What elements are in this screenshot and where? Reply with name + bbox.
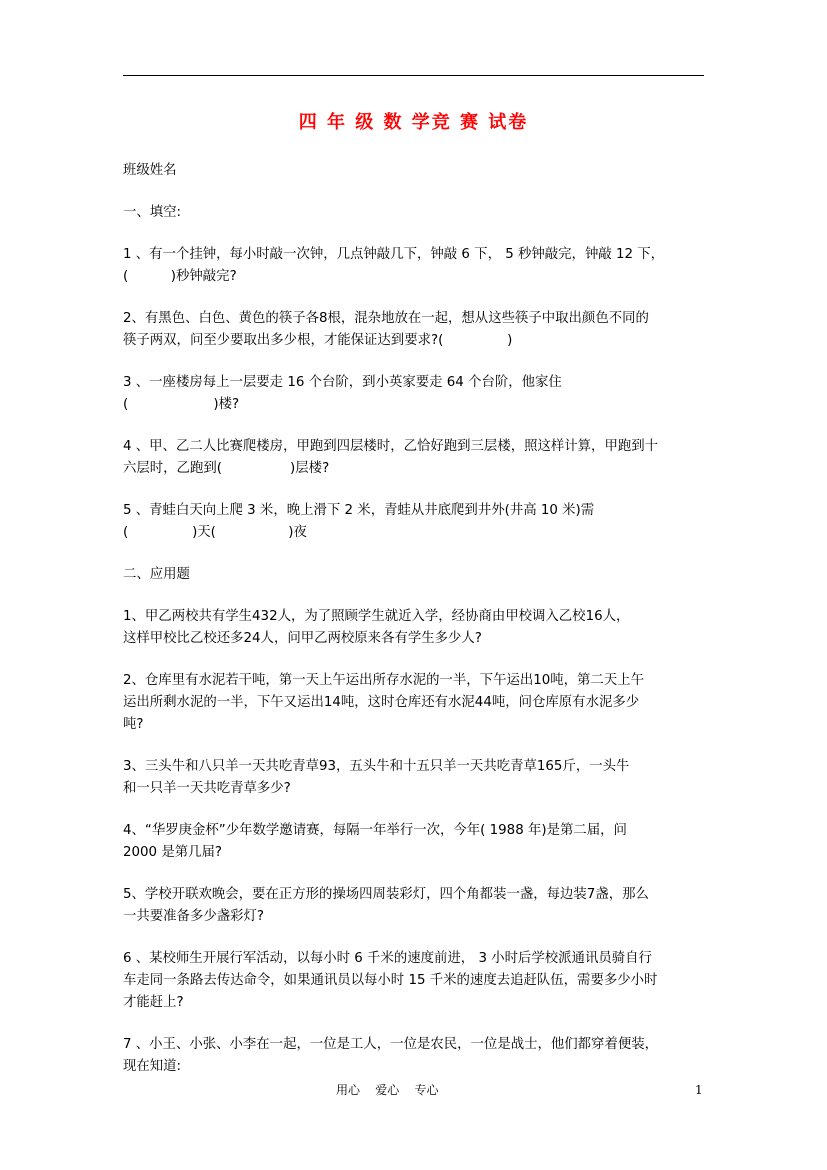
- question-line: 一共要准备多少盏彩灯?: [123, 909, 265, 924]
- question-line: 4、“华罗庚金杯”少年数学邀请赛，每隔一年举行一次，今年( 1988 年)是第二届，问: [123, 823, 627, 838]
- question-line: ( )秒钟敲完?: [123, 269, 237, 284]
- question-2-6: [123, 948, 715, 1014]
- question-2-7: [123, 1034, 715, 1078]
- question-line: 3、三头牛和八只羊一天共吃青草93，五头牛和十五只羊一天共吃青草165斤，一头牛: [123, 759, 630, 774]
- question-1-3: [123, 372, 715, 416]
- question-2-3: [123, 756, 715, 800]
- header-rule: [123, 75, 704, 76]
- section2-heading: 二、应用题: [123, 567, 190, 582]
- question-1-1: [123, 244, 715, 288]
- question-1-2: [123, 308, 715, 352]
- question-line: 2、仓库里有水泥若干吨，第一天上午运出所存水泥的一半，下午运出10吨，第二天上午: [123, 673, 645, 688]
- question-line: 吨?: [123, 717, 144, 732]
- question-1-5: [123, 500, 715, 544]
- question-2-4: [123, 820, 715, 864]
- question-line: 5 、青蛙白天向上爬 3 米，晚上滑下 2 米，青蛙从井底爬到井外(井高 10 米)需: [123, 503, 595, 518]
- footer-motto: 用心 爱心 专心: [336, 1083, 439, 1097]
- question-line: 2000 是第几届?: [123, 845, 223, 860]
- class-name-label: 班级姓名: [123, 163, 177, 178]
- question-line: 3 、一座楼房每上一层要走 16 个台阶，到小英家要走 64 个台阶，他家住: [123, 375, 562, 390]
- question-line: ( )天( )夜: [123, 525, 307, 540]
- question-line: 1 、有一个挂钟，每小时敲一次钟，几点钟敲几下，钟敲 6 下， 5 秒钟敲完，钟敲 12 下，: [123, 247, 665, 262]
- question-line: 筷子两双，问至少要取出多少根，才能保证达到要求?( ): [123, 333, 513, 348]
- question-line: 7 、小王、小张、小李在一起，一位是工人，一位是农民，一位是战士，他们都穿着便装，: [123, 1037, 659, 1052]
- question-line: 车走同一条路去传达命令，如果通讯员以每小时 15 千米的速度去追赶队伍，需要多少小时: [123, 973, 658, 988]
- section1-heading: 一、填空:: [123, 205, 182, 220]
- question-line: 和一只羊一天共吃青草多少?: [123, 781, 291, 796]
- question-line: 5、学校开联欢晚会，要在正方形的操场四周装彩灯，四个角都装一盏，每边装7盏，那么: [123, 887, 649, 902]
- question-line: 1、甲乙两校共有学生432人，为了照顾学生就近入学，经协商由甲校调入乙校16人，: [123, 609, 630, 624]
- question-line: 6 、某校师生开展行军活动，以每小时 6 千米的速度前进， 3 小时后学校派通讯员骑自行: [123, 951, 652, 966]
- question-line: 运出所剩水泥的一半，下午又运出14吨，这时仓库还有水泥44吨，问仓库原有水泥多少: [123, 695, 640, 710]
- question-2-2: [123, 670, 715, 736]
- question-2-5: [123, 884, 715, 928]
- question-line: 2、有黑色、白色、黄色的筷子各8根，混杂地放在一起，想从这些筷子中取出颜色不同的: [123, 311, 649, 326]
- question-line: 才能赶上?: [123, 995, 184, 1010]
- page-footer: [0, 1080, 827, 1100]
- document-title: 四 年 级 数 学竞 赛 试卷: [298, 112, 529, 133]
- document-body: [123, 160, 715, 1078]
- question-line: 六层时，乙跑到( )层楼?: [123, 461, 330, 476]
- question-line: 这样甲校比乙校还多24人，问甲乙两校原来各有学生多少人?: [123, 631, 482, 646]
- question-2-1: [123, 606, 715, 650]
- question-line: ( )楼?: [123, 397, 240, 412]
- page-number: 1: [695, 1083, 703, 1097]
- question-line: 4 、甲、乙二人比赛爬楼房，甲跑到四层楼时，乙恰好跑到三层楼，照这样计算，甲跑到十: [123, 439, 659, 454]
- question-line: 现在知道:: [123, 1059, 182, 1074]
- question-1-4: [123, 436, 715, 480]
